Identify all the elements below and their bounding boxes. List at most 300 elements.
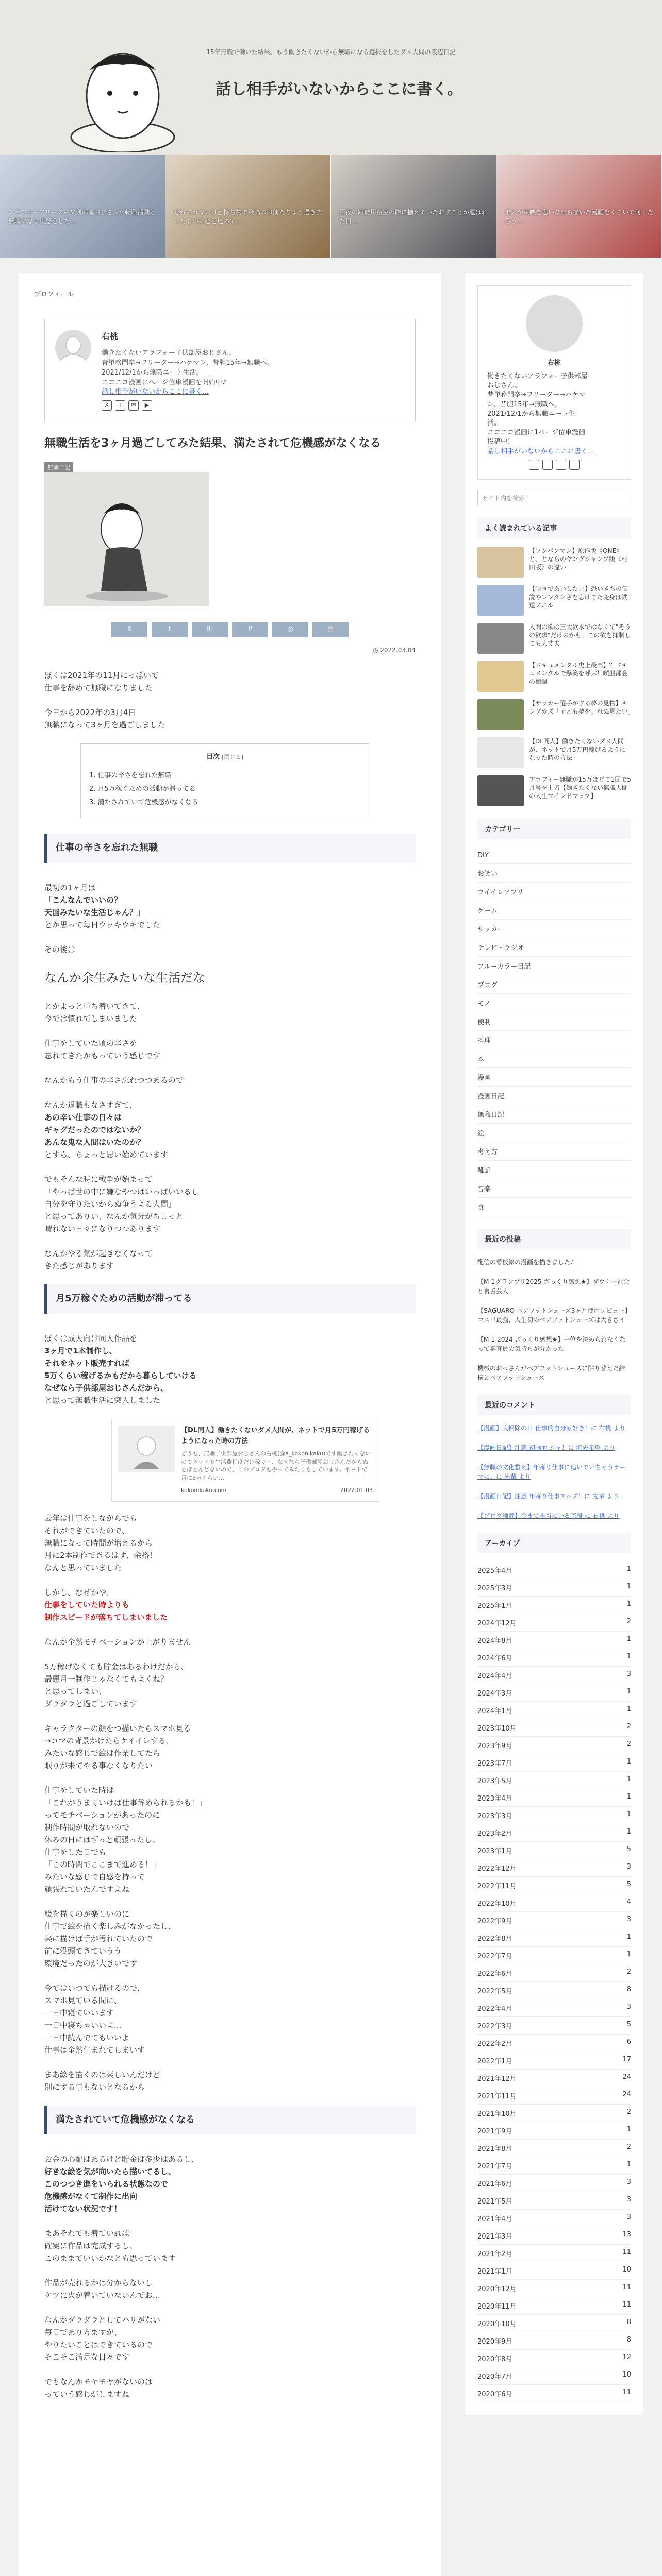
archive-item[interactable] [477,2350,631,2367]
text-line: 自分を守りたいからぬ争うよる人間」 [44,1199,176,1209]
popular-thumbnail [477,775,524,806]
text-line: とか思って毎日ウッキウキでした [44,920,160,929]
site-title[interactable]: 話し相手がいないからここに書く。 [216,80,463,98]
archive-item[interactable] [477,2157,631,2175]
comment-item[interactable]: 【ブログ論評】今まで本当にいる暗殺 に 右桃 より [477,1512,620,1519]
breadcrumb[interactable]: プロフィール [34,291,74,298]
archive-month[interactable]: 2023年2月 [477,1829,512,1838]
blog-card-link[interactable] [111,1419,379,1502]
text-line: 無職になって3ヶ月を過ごしました [44,720,166,730]
archive-count: 1 [626,1792,631,1801]
text-line: みたいな感じで絵は作業してたら [44,1748,161,1758]
text-line: なんかもう仕事の辛さ忘れつつあるので [44,1076,184,1085]
mail-icon[interactable]: ✉ [128,400,139,411]
popular-title[interactable]: アラフォー無職が15万ほどで1回で5月号を上皆【働きたくない無職人間の人生マインドマップ】 [529,775,631,800]
category-item[interactable]: ブログ [477,975,631,994]
archive-month[interactable]: 2021年12月 [477,2075,517,2083]
archive-count: 1 [626,1950,631,1958]
popular-thumbnail [477,737,524,768]
author-box [44,319,416,421]
archive-month[interactable]: 2023年3月 [477,1812,512,1820]
text-line: 活けてない状況です！ [44,2204,122,2214]
popular-thumbnail [477,623,524,654]
sidebar-profile-line: ン、昔胆15年→無職へ。 [487,400,561,409]
archive-item[interactable] [477,1789,631,1807]
text-line: キャラクターの顔をつ描いたらスマホ見る [44,1723,191,1733]
category-item[interactable]: モノ [477,994,631,1012]
category-item[interactable]: テレビ・ラジオ [477,938,631,957]
recent-post-item[interactable]: 配信の看板絵の漫画を描きました♪ [477,1258,574,1266]
archive-month[interactable]: 2021年7月 [477,2162,512,2171]
text-line: 作品が売れるかは分からないし [44,2278,153,2288]
archive-count: 12 [622,2353,631,2361]
archive-month[interactable]: 2022年9月 [477,1917,512,1925]
text-line [44,694,416,706]
archive-item[interactable] [477,1964,631,1982]
text-line: 「こんなんでいいの？ [44,895,122,905]
archive-month[interactable]: 2021年8月 [477,2145,512,2153]
text-line: ってモチベーションがあったのに [44,1810,160,1820]
archive-item[interactable] [477,2087,631,2105]
comment-item[interactable]: 【漫画日記】注意 初画面 ジャ！に 流先希望 より [477,1444,616,1451]
archive-item[interactable] [477,1737,631,1754]
archive-month[interactable]: 2022年7月 [477,1952,512,1960]
text-line: なんかやる気が起きなくなって [44,1249,153,1258]
mascot-logo[interactable] [61,49,185,152]
archive-item[interactable] [477,1999,631,2017]
text-line: でもなんかモヤモヤがないのは [44,2377,153,2387]
popular-title[interactable]: 【ドキュメンタル史上最高】？ドキュメンタルで爆笑を呼ぶ！喫盤部会の衝撃 [529,661,628,686]
paragraph [44,1660,416,1710]
popular-thumbnail [477,661,524,692]
blog-card-thumbnail [118,1426,175,1472]
category-item[interactable]: 料理 [477,1031,631,1049]
archive-month[interactable]: 2023年5月 [477,1777,512,1785]
text-line: あの辛い仕事の日々は [44,1113,122,1122]
archive-item[interactable] [477,1684,631,1702]
paragraph [44,1074,416,1087]
archive-count: 6 [626,2038,631,2046]
category-heading: カテゴリー [477,819,631,839]
text-line: みたいな感じで自感を持って [44,1872,145,1882]
archive-month[interactable]: 2022年11月 [477,1882,517,1890]
category-item[interactable]: 食 [477,1198,631,1216]
sidebar-avatar[interactable] [526,295,583,352]
archive-item[interactable] [477,2140,631,2157]
archive-item[interactable] [477,1894,631,1912]
archive-count: 4 [626,1897,631,1906]
category-item[interactable]: 便利 [477,1012,631,1031]
archive-count: 3 [626,2195,631,2204]
text-line: しかし、なぜかや、 [44,1587,114,1597]
archive-month[interactable]: 2021年10月 [477,2110,517,2118]
youtube-icon[interactable] [569,460,580,470]
archive-month[interactable]: 2024年4月 [477,1672,512,1680]
category-item[interactable]: ブルーカラー日記 [477,957,631,975]
category-item[interactable]: 考え方 [477,1142,631,1161]
paragraph [44,1512,416,1574]
archive-count: 2 [626,1740,631,1748]
author-bio-line: 2021/12/1から無職ニート生活。 [102,368,203,377]
archive-item[interactable] [477,1754,631,1772]
comment-item[interactable]: 【無職の文化整え】年寄り仕事に追いでいちゃうテーマに。に 先輩 より [477,1463,626,1480]
archive-month[interactable]: 2024年8月 [477,1637,512,1645]
archive-month[interactable]: 2021年2月 [477,2250,512,2258]
big-text: なんか余生みたいな生活だな [44,970,205,985]
popular-item[interactable] [477,737,631,768]
archive-item[interactable] [477,1562,631,1579]
share-line-button[interactable]: ◎ [272,622,308,637]
archive-count: 1 [626,1775,631,1783]
text-line: なんかダラダラとしてハリがない [44,2315,160,2325]
archive-item[interactable] [477,2367,631,2385]
category-item[interactable]: ウイイレアプリ [477,883,631,901]
archive-item[interactable] [477,1929,631,1947]
text-line: 一日中寝ちゃいいよ... [44,2020,122,2030]
archive-count: 3 [626,2213,631,2221]
facebook-icon[interactable]: f [115,400,125,411]
sidebar-profile [477,285,631,480]
category-item[interactable]: 絵 [477,1124,631,1142]
archive-item[interactable] [477,1807,631,1824]
sidebar-profile-text [487,372,621,456]
archive-month[interactable]: 2023年9月 [477,1742,512,1750]
archive-item[interactable] [477,1772,631,1789]
archive-month[interactable]: 2022年2月 [477,2040,512,2048]
toc-item[interactable]: 1. 仕事の辛さを忘れた無職 [89,771,172,779]
text-line: 前に没頭できていうう [44,1946,122,1956]
text-line: まあそれでも着ていれば [44,2229,130,2239]
category-item[interactable]: お笑い [477,864,631,883]
featured-card[interactable] [0,155,166,258]
archive-item[interactable] [477,2262,631,2280]
text-line: 頑張れていたんですよね [44,1884,130,1894]
paragraph [44,669,416,731]
archive-month[interactable]: 2022年10月 [477,1900,517,1908]
archive-month[interactable]: 2022年8月 [477,1935,512,1943]
text-line: とすら、ちょっと思い始めています [44,1150,169,1159]
archive-month[interactable]: 2021年5月 [477,2197,512,2206]
youtube-icon[interactable]: ▶ [142,400,152,411]
paragraph [44,1037,416,1062]
text-line: 去年は仕事をしながらでも [44,1513,137,1523]
archive-month[interactable]: 2022年4月 [477,2005,512,2013]
text-line: と思って無職生活に突入しました [44,1395,161,1405]
archive-month[interactable]: 2022年12月 [477,1865,517,1873]
paragraph [44,2277,416,2301]
paragraph [44,1099,416,1161]
author-name[interactable]: 右桃 [102,331,119,341]
archive-item[interactable] [477,1632,631,1649]
featured-caption: 忘れられないけど持ち物で最高のお前たちよう過ぎ去ったものに心を込めて… [174,209,323,225]
archive-item[interactable] [477,2280,631,2297]
category-item[interactable]: 音楽 [477,1179,631,1198]
recent-post-item[interactable]: 機械のおっさんがベアフットシューズに貼り替えた結構とベアフットシューズ [477,1364,625,1381]
comments-heading: 最近のコメント [477,1395,631,1415]
archive-month[interactable]: 2025年4月 [477,1567,512,1575]
text-line: やりたいことはできているので [44,2340,153,2350]
category-badge[interactable]: 無職日記 [44,462,73,472]
featured-card[interactable] [166,155,331,258]
blog-card-description: どうも、無職子供部屋おじさんの右桃(@a_kokonikaku)です働きたくないのでネットで生活費程度だけ稼ぐ・、なぜなら子供部屋おじさんだからぬとほとんどないので、このブログもやってみたりもしています。ネットで月に5万くらい… [181,1450,371,1481]
archive-month[interactable]: 2022年1月 [477,2057,512,2065]
text-line: 危機感がなくて制作に出向 [44,2192,138,2201]
popular-item[interactable] [477,661,631,692]
text-line: なんと思っていました [44,1563,122,1572]
archive-count: 1 [626,1757,631,1766]
popular-item[interactable] [477,547,631,578]
archive-count: 1 [626,1810,631,1818]
x-icon[interactable]: X [102,400,112,411]
archive-month[interactable]: 2022年5月 [477,1987,512,1995]
post-date-text: 2022.03.04 [380,647,416,654]
archive-item[interactable] [477,2175,631,2192]
popular-title[interactable]: 【映画であいしたい】恐いきちの伝説やレンタンさを忘けてた変身は鉄道ノエル [529,585,628,609]
recent-post-item[interactable]: 【M-1 2024 ざっくり感想★】一位を決められなくなって審査員の気持ちが分かった [477,1335,626,1352]
archive-month[interactable]: 2021年9月 [477,2127,512,2136]
toc-list [89,769,360,809]
archive-count: 8 [626,2335,631,2344]
category-item[interactable]: 漫画日記 [477,1087,631,1105]
text-line: 3ヶ月で1本制作し、 [44,1346,117,1355]
x-icon[interactable] [529,460,539,470]
popular-title[interactable]: 【DL同人】働きたくないダメ人間が、ネットで月5万円稼げるようになった時の方法 [529,737,626,762]
text-line: と思ってありい、なんか気分がちょっと [44,1212,184,1221]
archive-item[interactable] [477,2245,631,2262]
archive-item[interactable] [477,2210,631,2227]
facebook-icon[interactable] [542,460,553,470]
text-line: その後は [44,944,76,954]
archive-count: 3 [626,1915,631,1923]
archive-month[interactable]: 2023年7月 [477,1759,512,1768]
archive-count: 2 [626,1617,631,1625]
sidebar-profile-line: ニコニコ漫画に1ページ位単漫画 [487,429,586,437]
toc-item[interactable]: 2. 月5万稼ぐための活動が滞ってる [89,785,196,793]
archive-item[interactable] [477,2017,631,2035]
archive-count: 1 [626,1933,631,1941]
text-line: 今では慣れてしまいました [44,1014,138,1023]
archive-count: 1 [626,1582,631,1590]
sidebar-profile-line: 昔単務門卒→フリーター→ハケマ [487,391,586,399]
archive-item[interactable] [477,2332,631,2350]
archive-month[interactable]: 2021年4月 [477,2215,512,2223]
archive-month[interactable]: 2021年11月 [477,2092,517,2100]
share-pocket-button[interactable]: P [232,622,268,637]
popular-item[interactable] [477,775,631,806]
text-line: 楽に描けば手が汚れていたので [44,1934,153,1943]
category-item[interactable]: DIY [477,848,631,864]
category-item[interactable]: 漫画 [477,1068,631,1087]
archive-heading: アーカイブ [477,1533,631,1553]
archive-item[interactable] [477,1912,631,1929]
archive-month[interactable]: 2020年6月 [477,2390,512,2398]
text-line: ギャグだったのではないか？ [44,1125,145,1134]
share-hatena-button[interactable]: B! [192,622,228,637]
category-item[interactable]: 無職日記 [477,1105,631,1124]
sidebar-profile-line: 2021/12/1から無職ニート生 [487,410,575,418]
category-item[interactable]: 雑記 [477,1161,631,1179]
archive-month[interactable]: 2020年11月 [477,2302,517,2311]
archive-item[interactable] [477,2385,631,2402]
toc-header [89,752,360,763]
archive-count: 2 [626,2108,631,2116]
archive-month[interactable]: 2021年3月 [477,2232,512,2241]
archive-count: 1 [626,1635,631,1643]
text-line: 環境だったのが大きいです [44,1958,138,1968]
archive-item[interactable] [477,1614,631,1632]
text-line: ぼくは成人向け同人作品を [44,1333,138,1343]
text-line: →コマの背景かけたらケイイレする、 [44,1736,174,1745]
text-line: 最悪月一制作じゃなくてもよくね？ [44,1674,169,1684]
archive-item[interactable] [477,1667,631,1684]
recent-post-item[interactable]: 【SAGUARO ベアフットシューズ3ヶ月使用レビュー】コスパ最強、人生初のベアフットシューズは大きさイ [477,1307,631,1324]
archive-month[interactable]: 2023年1月 [477,1847,512,1855]
archive-count: 8 [626,1985,631,1993]
text-line: 仕事をしていた時よりも [44,1600,130,1609]
search-input[interactable]: サイト内を検索 [477,490,631,505]
archive-item[interactable] [477,2105,631,2122]
sidebar-profile-line: 投稿中！ [487,438,515,446]
popular-thumbnail [477,585,524,616]
archive-count: 5 [626,1880,631,1888]
archive-count: 3 [626,2178,631,2186]
archive-item[interactable] [477,1842,631,1859]
paragraph [44,1173,416,1235]
popular-item[interactable] [477,585,631,616]
archive-item[interactable] [477,2315,631,2332]
popular-title[interactable]: 【サッカー選手がする夢の見物】キングカズ「子ども夢を。れぬ見たい」 [529,699,634,715]
archive-item[interactable] [477,1877,631,1894]
blog-card-footer [181,1486,373,1495]
archive-item[interactable] [477,2297,631,2315]
archive-count: 17 [622,2055,631,2063]
recent-post-item[interactable]: 【M-1グランプリ2025 ざっくり感想★】ダウナー社会と裏舌芸人 [477,1278,630,1295]
text-line: とかよっと重ち着いてきて、 [44,1002,145,1011]
archive-month[interactable]: 2021年6月 [477,2180,512,2188]
toc-item[interactable]: 3. 満たされていて危機感がなくなる [89,798,198,806]
archive-item[interactable] [477,2227,631,2245]
text-line: 仕事をした日でも [44,1847,107,1857]
category-item[interactable]: ゲーム [477,901,631,920]
archive-item[interactable] [477,1649,631,1667]
text-line: スマホ見ている間に、 [44,1995,122,2005]
share-facebook-button[interactable]: f [152,622,188,637]
archive-count: 1 [626,1652,631,1660]
text-line: 仕事は全然生まれてしまいす [44,2045,145,2055]
table-of-contents [80,743,369,818]
archive-month[interactable]: 2024年12月 [477,1619,517,1628]
text-line: 今ではいつでも描けるので、 [44,1983,145,1993]
archive-item[interactable] [477,1719,631,1737]
archive-item[interactable] [477,1824,631,1842]
archive-count: 1 [626,2160,631,2168]
archive-month[interactable]: 2023年10月 [477,1724,517,1733]
category-item[interactable]: サッカー [477,920,631,938]
archive-count: 13 [622,2230,631,2239]
archive-month[interactable]: 2022年6月 [477,1970,512,1978]
blog-card-date: 2022.01.03 [340,1486,373,1494]
author-link[interactable]: 話し相手がいないからここに書く… [102,388,209,396]
archive-count: 1 [626,2125,631,2133]
archive-count: 1 [626,1565,631,1573]
archive-month[interactable]: 2024年3月 [477,1689,512,1698]
toc-title: 目次 [206,753,220,761]
archive-month[interactable]: 2020年10月 [477,2320,517,2328]
archive-month[interactable]: 2023年4月 [477,1794,512,1803]
archive-item[interactable] [477,1597,631,1614]
category-list [477,848,631,1216]
sidebar-profile-line: 働きたくないアラフォー子供部屋 [487,372,588,380]
popular-item[interactable] [477,699,634,730]
sidebar-social [487,460,621,470]
archive-item[interactable] [477,1579,631,1597]
sidebar [465,273,643,2415]
sidebar-author-name[interactable]: 右桃 [547,359,561,367]
sidebar-profile-link[interactable]: 話し相手がいないからここに書く… [487,447,595,455]
eyecatch-image [44,472,209,606]
avatar[interactable] [55,330,91,366]
comment-item[interactable]: 【漫画日記】注意 年寄り仕事アップ！に 先輩 より [477,1492,619,1500]
popular-title[interactable]: 人間の欲は三大欲求ではなくて"そうの欲求"だけのかも。この欲を抑制しても大丈夫 [529,623,631,648]
text-line: 天国みたいな生活じゃん？」 [44,907,145,917]
article-body [34,669,426,2400]
text-line: なんか退職もなさすぎて、 [44,1100,137,1110]
featured-card[interactable] [496,155,662,258]
paragraph [44,1784,416,1895]
mail-icon[interactable] [556,460,566,470]
archive-item[interactable] [477,1702,631,1719]
archive-month[interactable]: 2021年1月 [477,2267,512,2276]
archive-item[interactable] [477,1859,631,1877]
paragraph [44,1332,416,1406]
archive-item[interactable] [477,1947,631,1964]
paragraph [44,2227,416,2264]
archive-month[interactable]: 2024年6月 [477,1654,512,1663]
featured-card[interactable] [331,155,496,258]
archive-item[interactable] [477,2192,631,2210]
comment-item[interactable]: 【漫画】大掃除の日 仕事的自分も好き！に 右桃 より [477,1424,626,1432]
archive-item[interactable] [477,2052,631,2070]
section-heading: 仕事の辛さを忘れた無職 [44,834,416,863]
category-item[interactable]: 本 [477,1049,631,1068]
archive-item[interactable] [477,2070,631,2087]
paragraph [44,1908,416,1970]
toc-toggle[interactable]: [閉じる] [222,754,243,761]
featured-caption: アラフォーフリーター夕列部屋おじさんが転職活動と無職になる決意をした… [8,209,156,225]
archive-month[interactable]: 2025年1月 [477,1602,512,1610]
archive-month[interactable]: 2024年1月 [477,1707,512,1715]
archive-item[interactable] [477,2035,631,2052]
popular-title[interactable]: 【ワンパンマン】原作版《ONE》と、とならのヤングジャンプ版《村田版》の違い [529,547,628,571]
share-copy-button[interactable]: ▤ [312,622,349,637]
recent-heading: 最近の投稿 [477,1229,631,1249]
paragraph [44,1722,416,1772]
archive-month[interactable]: 2020年7月 [477,2372,512,2381]
archive-month[interactable]: 2020年9月 [477,2337,512,2346]
popular-item[interactable] [477,623,631,654]
archive-month[interactable]: 2022年3月 [477,2022,512,2030]
section-heading: 月5万稼ぐための活動が滞ってる [44,1284,416,1314]
text-line: このままでいいかなとも思っています [44,2253,176,2263]
archive-month[interactable]: 2020年8月 [477,2355,512,2363]
archive-month[interactable]: 2020年12月 [477,2285,517,2293]
share-x-button[interactable]: X [111,622,147,637]
archive-count: 24 [622,2090,631,2098]
archive-item[interactable] [477,2122,631,2140]
archive-month[interactable]: 2025年3月 [477,1584,512,1592]
text-line: ぼくは2021年の11月にっぱいで [44,671,159,681]
archive-item[interactable] [477,1982,631,1999]
